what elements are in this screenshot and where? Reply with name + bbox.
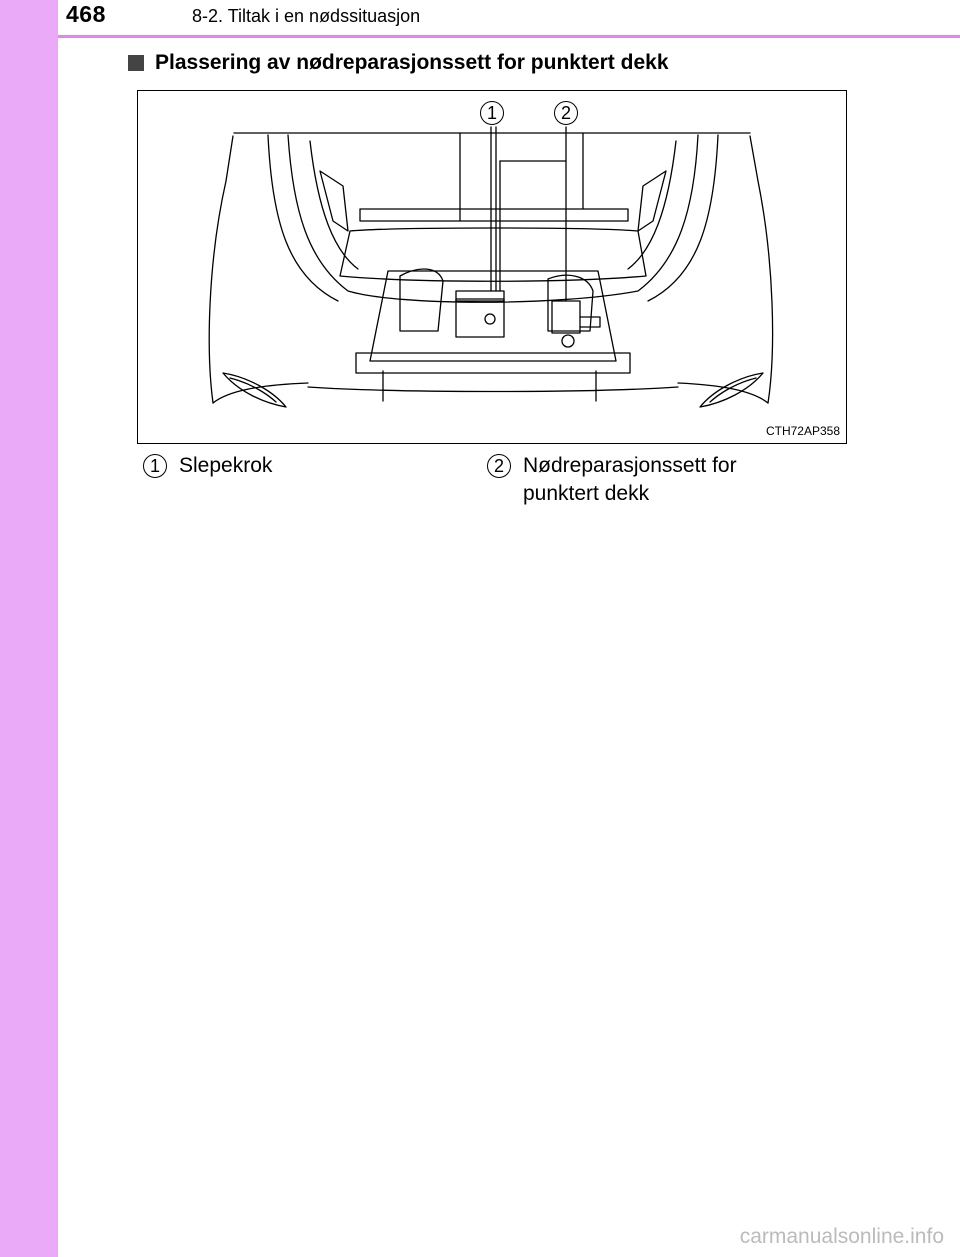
hatch-inner-left [310, 141, 358, 269]
watermark: carmanualsonline.info [739, 1225, 944, 1248]
bumper-outline-right [750, 136, 773, 403]
reflector-right-inner [710, 378, 756, 402]
legend-1-badge: 1 [143, 454, 167, 478]
side-trim-left [320, 171, 348, 231]
cargo-sill [360, 209, 628, 221]
tray-well-right [548, 275, 593, 331]
tow-hook-eye [562, 335, 574, 347]
trunk-illustration [137, 90, 847, 444]
legend-2-badge: 2 [487, 454, 511, 478]
hatch-left-pillar-outer [268, 135, 338, 301]
chapter-title: 8-2. Tiltak i en nødssituasjon [192, 6, 421, 26]
legend-item-1 [143, 452, 469, 480]
storage-tray [370, 271, 616, 361]
figure-code: CTH72AP358 [765, 424, 840, 438]
callout-1-badge: 1 [480, 101, 504, 125]
legend-2-label: Nødreparasjonssett for punktert dekk [523, 454, 737, 505]
side-trim-right [638, 171, 666, 231]
legend-1-label: Slepekrok [179, 454, 273, 477]
repair-kit-gauge [485, 314, 495, 324]
square-bullet-icon [128, 55, 144, 71]
reflector-left-inner [230, 378, 276, 402]
header-rule [58, 35, 960, 38]
page-number: 468 [66, 1, 106, 27]
tray-lip [356, 353, 630, 373]
section-heading [128, 50, 669, 76]
legend-item-2 [487, 452, 813, 508]
section-heading-text: Plassering av nødreparasjonssett for punktert dekk [155, 51, 669, 74]
bumper-outline [209, 136, 233, 403]
bumper-sweep [308, 387, 678, 392]
tow-hook-body [552, 301, 580, 333]
chapter-sidebar-tab [0, 0, 58, 1257]
trunk-drawing [138, 91, 847, 444]
cargo-floor [340, 228, 646, 281]
hatch-inner-right [628, 141, 676, 269]
repair-kit-box [456, 299, 504, 337]
hatch-right-pillar-outer [648, 135, 718, 301]
callout-2-badge: 2 [554, 101, 578, 125]
